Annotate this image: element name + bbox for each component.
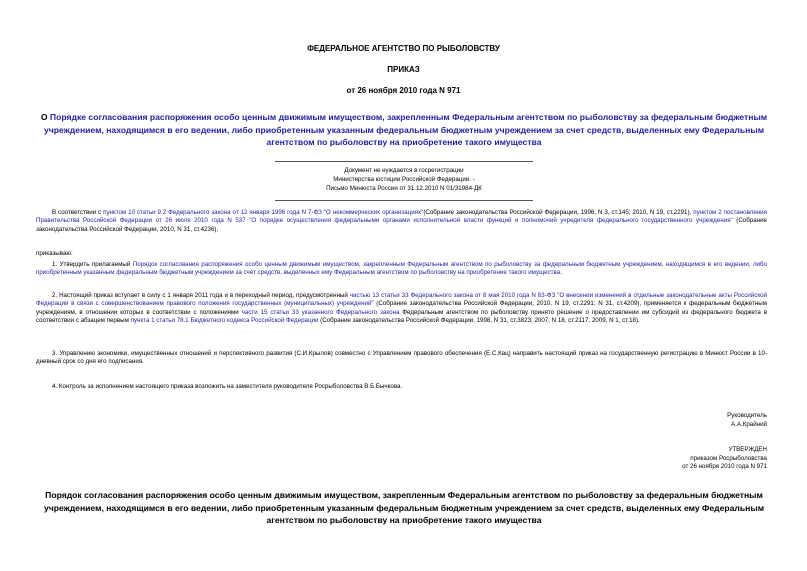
- procedure-link[interactable]: Порядок согласования распоряжения особо ценным движимым имуществом, закрепленным Федеральным агентством по рыболовству за федеральным бюджетным учреждением, находящимся в его ведении, либо приобретенным указанным федеральным бюджетным учреждением за счет средств, выделенных ему Федеральным агентством по рыболовству на приобретение такого имущества: [36, 261, 767, 277]
- registration-note-line: Документ не нуждается в госрегистрации: [344, 167, 464, 174]
- item-2-paragraph: [36, 292, 767, 326]
- preamble-paragraph: [36, 209, 767, 234]
- item-2-text: (Собрание законодательства Российской Федерации, 2010, N 19, ст.2291; N 31, ст.4209), применяется к федеральным бюджетным учреждениям, в отношении которых в соответствии с положениями: [36, 300, 767, 316]
- order-word: приказываю:: [36, 250, 73, 257]
- approval-label: УТВЕРЖДЕН: [728, 446, 767, 453]
- item-4-text: 4. Контроль за исполнением настоящего приказа возложить на заместителя руководителя Росрыболовства В.Б.Бычкова.: [52, 383, 403, 390]
- agency-heading: ФЕДЕРАЛЬНОЕ АГЕНТСТВО ПО РЫБОЛОВСТВУ: [307, 44, 500, 53]
- approval-by: приказом Росрыболовства: [690, 454, 767, 462]
- preamble-text: (Собрание законодательства Российской Федерации, 2010, N 31, ст.4236),: [36, 217, 767, 233]
- preamble-text: (Собрание законодательства Российской Федерации, 1996, N 3, ст.145; 2010, N 19, ст.2291),: [423, 209, 694, 216]
- registration-note: [275, 167, 533, 193]
- order-date-number: от 26 ноября 2010 года N 971: [346, 86, 461, 95]
- item-3-text: 3. Управлению экономики, имущественных отношений и перспективного развития (С.И.Крылов) совместно с Управлением правового обеспечения (Е.С.Кац) направить настоящий приказ на государственную регистрацию в Минюст России в 10-дневный срок со дня его подписания.: [36, 350, 767, 366]
- law-83fz-link[interactable]: частью 13 статьи 33 Федерального закона от 8 мая 2010 года N 83-ФЗ "О внесении изменений в отдельные законодательные акты Российской Федерации в связи с совершенствованием правового положения государственных (муниципальных) учреждений": [36, 292, 767, 308]
- item-1-text: .: [560, 269, 562, 277]
- title-link[interactable]: Порядке согласования распоряжения особо ценным движимым имуществом, закрепленным Федеральным агентством по рыболовству за федеральным бюджетным учреждением, находящимся в его ведении, либо приобретенным указанным федеральным бюджетным учреждением за счет средств, выделенных ему Федеральным агентством по рыболовству на приобретение такого имущества: [43, 112, 768, 147]
- signature-block: [727, 412, 767, 429]
- item-3-paragraph: [36, 350, 767, 367]
- divider-bottom: [275, 200, 533, 201]
- signature-name: А.А.Крайний: [731, 420, 767, 428]
- procedure-title: Порядок согласования распоряжения особо ценным движимым имуществом, закрепленным Федеральным агентством по рыболовству за федеральным бюджетным учреждением, находящимся в его ведении, либо приобретенным указанным федеральным бюджетным учреждением за счет средств, выделенных ему Федеральным агентством по рыболовству на приобретение такого имущества: [43, 490, 765, 525]
- item-1-text: 1. Утвердить прилагаемый: [52, 261, 133, 268]
- order-title: [26, 111, 782, 149]
- law-link[interactable]: пунктом 10 статьи 9.2 Федерального закона от 12 января 1996 года N 7-ФЗ "О некоммерческих организациях": [103, 209, 424, 216]
- title-prefix: О: [40, 112, 50, 122]
- divider-top: [275, 161, 533, 162]
- registration-note-line: Письмо Минюста России от 31.12.2010 N 01/31984-ДК: [326, 184, 482, 192]
- budget-code-link[interactable]: пункта 1 статьи 78.1 Бюджетного кодекса Российской Федерации: [130, 317, 319, 325]
- approval-stamp: [682, 446, 767, 472]
- item-2-text: Федеральным агентством по рыболовству принято решение о предоставлении им субсидий из федерального бюджета в соответствии с абзацем первым: [36, 308, 768, 325]
- part-15-link[interactable]: части 15 статьи 33 указанного Федерального закона: [241, 308, 400, 316]
- doc-type-heading: ПРИКАЗ: [387, 65, 420, 74]
- preamble-text: В соответствии с: [52, 209, 104, 216]
- item-1-paragraph: [36, 261, 767, 278]
- registration-note-line: Министерства юстиции Российской Федерации. -: [333, 175, 475, 183]
- signature-role: Руководитель: [727, 412, 767, 419]
- item-2-text: 2. Настоящий приказ вступает в силу с 1 января 2011 года и в переходный период, предусмотренный: [52, 292, 350, 299]
- item-2-text: (Собрание законодательства Российской Федерации, 1998, N 31, ст.3823; 2007, N 18, ст.2117; 2009, N 1, ст.18).: [318, 317, 640, 325]
- item-4-paragraph: [36, 383, 767, 391]
- approval-date: от 26 ноября 2010 года N 971: [682, 463, 767, 471]
- decree-link[interactable]: пунктом 2 постановления Правительства Российской Федерации от 26 июля 2010 года N 537 "О порядке осуществления федеральными органами исполнительной власти функций и полномочий учредителя федерального государственного учреждения": [36, 209, 767, 225]
